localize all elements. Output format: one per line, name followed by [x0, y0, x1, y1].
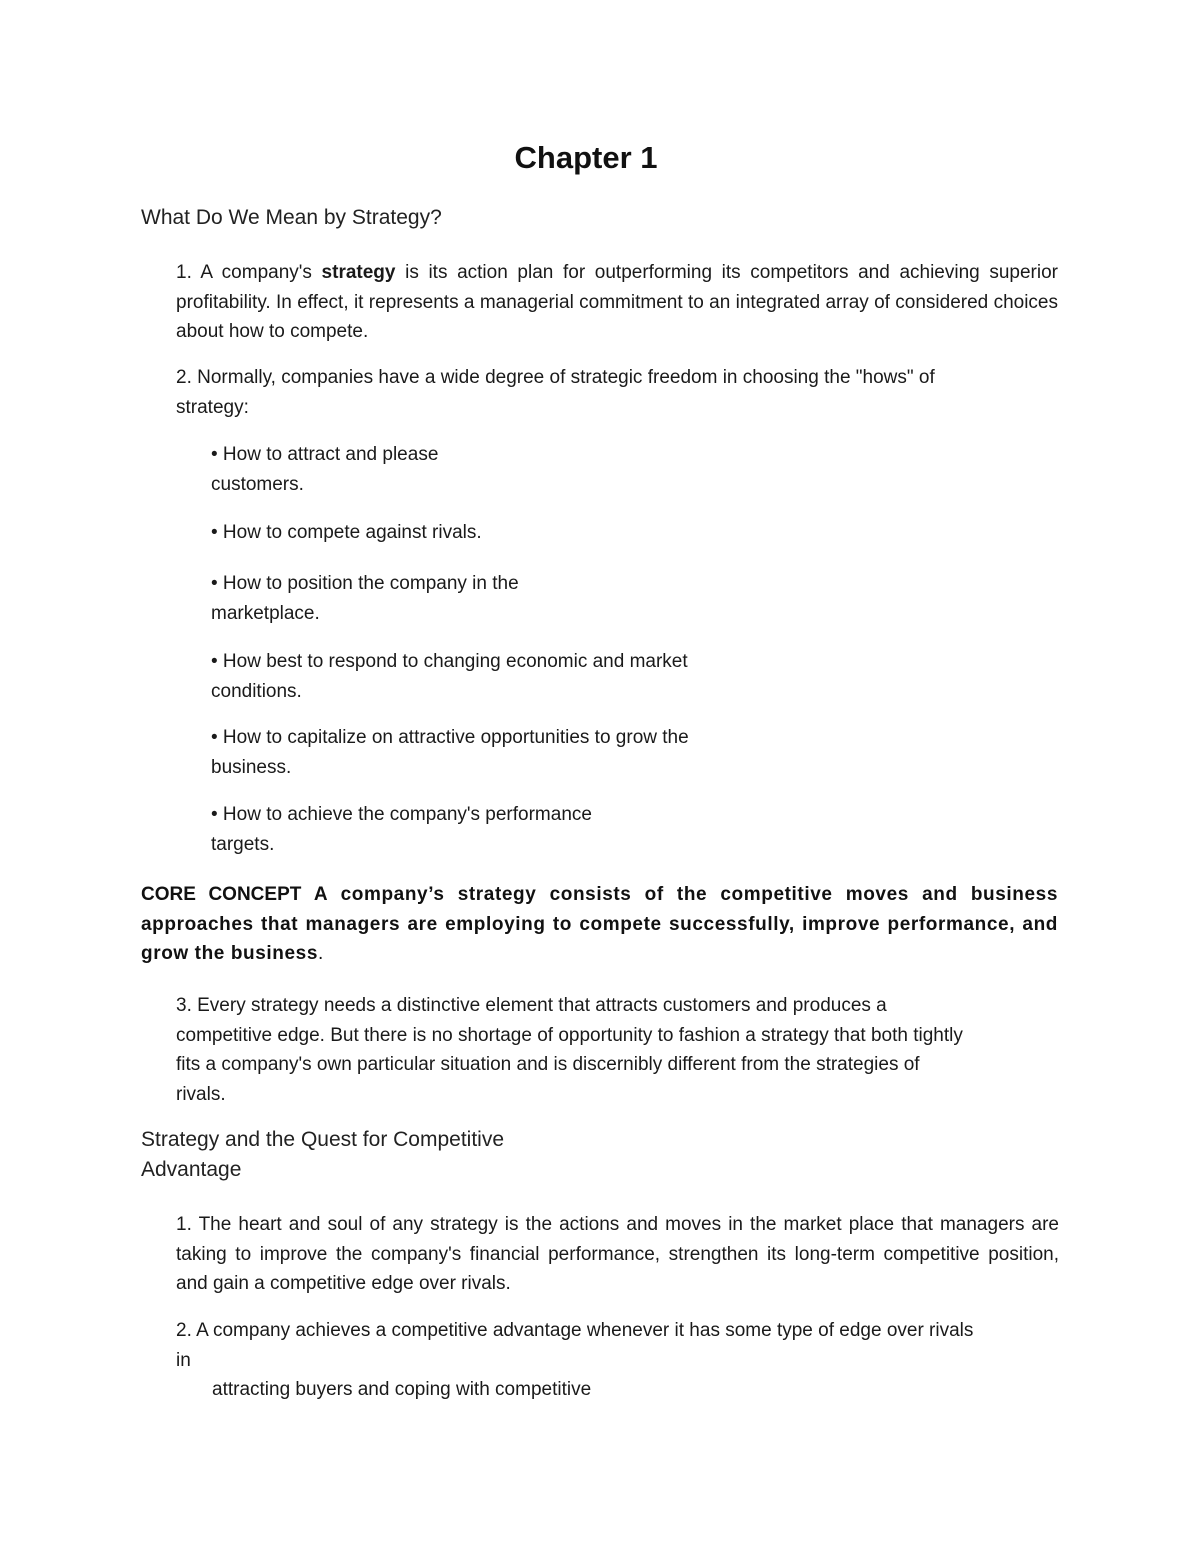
bullet-item: [211, 723, 811, 782]
bullet-line: • How best to respond to changing economic and market: [211, 651, 688, 672]
paragraph-2: [176, 363, 1076, 422]
core-concept-callout: [141, 880, 1058, 969]
bullet-item: [211, 800, 811, 859]
core-concept-label: CORE CONCEPT: [141, 884, 302, 905]
paragraph-3-line-4: rivals.: [176, 1083, 226, 1105]
bullet-line: marketplace.: [211, 602, 320, 624]
paragraph-5-continuation: attracting buyers and coping with competitive: [212, 1379, 592, 1400]
paragraph-1-body: is its action plan for outperforming its competitors and achieving superior profitability. In effect, it represents a managerial commitment to an integrated array of considered choices about how to compete.: [176, 262, 1058, 342]
bullet-item: [211, 647, 811, 706]
section-heading-strategy: What Do We Mean by Strategy?: [141, 206, 442, 229]
paragraph-5-line-2: in: [176, 1349, 191, 1371]
bullet-item: [211, 569, 811, 628]
bullet-line: • How to capitalize on attractive opportunities to grow the: [211, 727, 689, 748]
bullet-line: • How to achieve the company's performance: [211, 804, 592, 825]
paragraph-5-line-1: 2. A company achieves a competitive advantage whenever it has some type of edge over rivals: [176, 1320, 974, 1341]
paragraph-3-line-2: competitive edge. But there is no shortage of opportunity to fashion a strategy that both tightly: [176, 1024, 963, 1046]
section-heading-line-2: Advantage: [141, 1158, 242, 1181]
core-concept-period: .: [318, 943, 324, 964]
paragraph-3-line-1: 3. Every strategy needs a distinctive element that attracts customers and produces a: [176, 995, 887, 1016]
bullet-line: • How to compete against rivals.: [211, 522, 482, 543]
bullet-item: [211, 440, 811, 499]
bullet-line: conditions.: [211, 680, 302, 702]
bullet-line: • How to position the company in the: [211, 573, 519, 594]
paragraph-2-line-1: 2. Normally, companies have a wide degree of strategic freedom in choosing the "hows" of: [176, 367, 935, 388]
section-heading-competitive-advantage: [141, 1125, 504, 1185]
bullet-line: • How to attract and please: [211, 444, 439, 465]
strategy-term: strategy: [321, 262, 396, 283]
bullet-line: business.: [211, 756, 292, 778]
bullet-line: targets.: [211, 833, 275, 855]
paragraph-1: [176, 258, 1058, 347]
core-concept-text: A company’s strategy consists of the competitive moves and business approaches that managers are employing to compete successfully, improve performance, and grow the business: [141, 884, 1058, 964]
paragraph-1-lead: 1. A company's: [176, 262, 322, 283]
paragraph-5: [176, 1316, 1076, 1375]
paragraph-4: 1. The heart and soul of any strategy is the actions and moves in the market place that managers are taking to improve the company's financial performance, strengthen its long-term competitive position, and gain a competitive edge over rivals.: [176, 1214, 1059, 1294]
section-heading-line-1: Strategy and the Quest for Competitive: [141, 1128, 505, 1151]
paragraph-3: [176, 991, 1076, 1109]
chapter-title: Chapter 1: [514, 140, 658, 175]
bullet-item: [211, 518, 811, 548]
paragraph-2-line-2: strategy:: [176, 396, 249, 418]
paragraph-3-line-3: fits a company's own particular situation and is discernibly different from the strategies of: [176, 1054, 920, 1075]
bullet-line: customers.: [211, 473, 304, 495]
